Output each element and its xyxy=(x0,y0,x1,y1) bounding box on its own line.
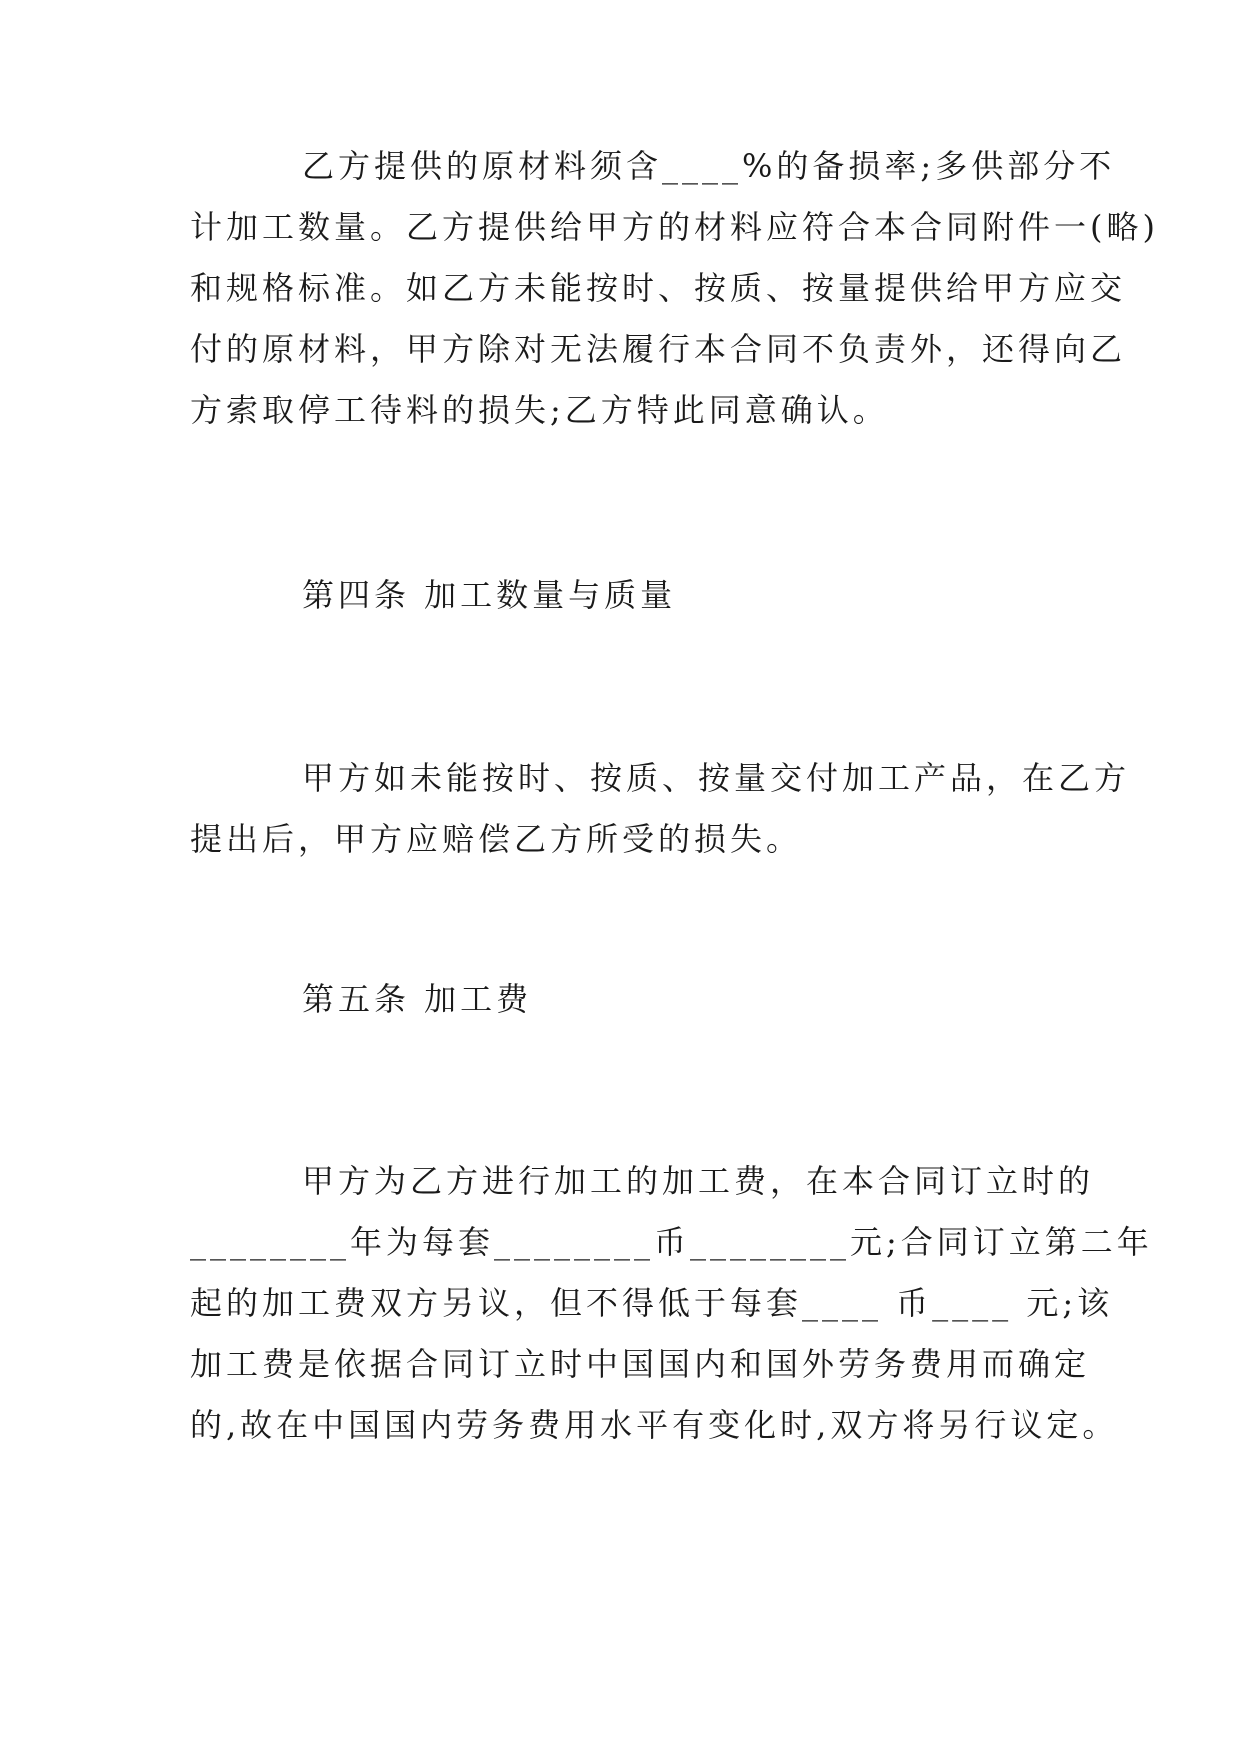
paragraph-line: 乙方提供的原材料须含____%的备损率;多供部分不 xyxy=(302,147,1116,185)
paragraph-line: ________年为每套________币________元;合同订立第二年 xyxy=(190,1223,1153,1261)
paragraph-line: 和规格标准。如乙方未能按时、按质、按量提供给甲方应交 xyxy=(190,269,1127,307)
paragraph-line: 的,故在中国国内劳务费用水平有变化时,双方将另行议定。 xyxy=(190,1406,1119,1444)
paragraph-line: 提出后，甲方应赔偿乙方所受的损失。 xyxy=(190,820,803,858)
article-4-heading: 第四条 加工数量与质量 xyxy=(302,576,677,614)
paragraph-line: 加工费是依据合同订立时中国国内和国外劳务费用而确定 xyxy=(190,1345,1091,1383)
paragraph-line: 付的原材料，甲方除对无法履行本合同不负责外，还得向乙 xyxy=(190,330,1127,368)
paragraph-line: 起的加工费双方另议，但不得低于每套____ 币____ 元;该 xyxy=(190,1284,1114,1322)
paragraph-line: 甲方如未能按时、按质、按量交付加工产品，在乙方 xyxy=(302,759,1131,797)
paragraph-processing-fee xyxy=(190,1151,1153,1456)
paragraph-line: 方索取停工待料的损失;乙方特此同意确认。 xyxy=(190,391,889,429)
paragraph-line: 甲方为乙方进行加工的加工费，在本合同订立时的 xyxy=(302,1162,1095,1200)
paragraph-line: 计加工数量。乙方提供给甲方的材料应符合本合同附件一(略) xyxy=(190,208,1159,246)
paragraph-quantity-quality xyxy=(190,748,1131,870)
article-5-heading: 第五条 加工费 xyxy=(302,980,533,1018)
paragraph-raw-materials xyxy=(190,136,1159,441)
